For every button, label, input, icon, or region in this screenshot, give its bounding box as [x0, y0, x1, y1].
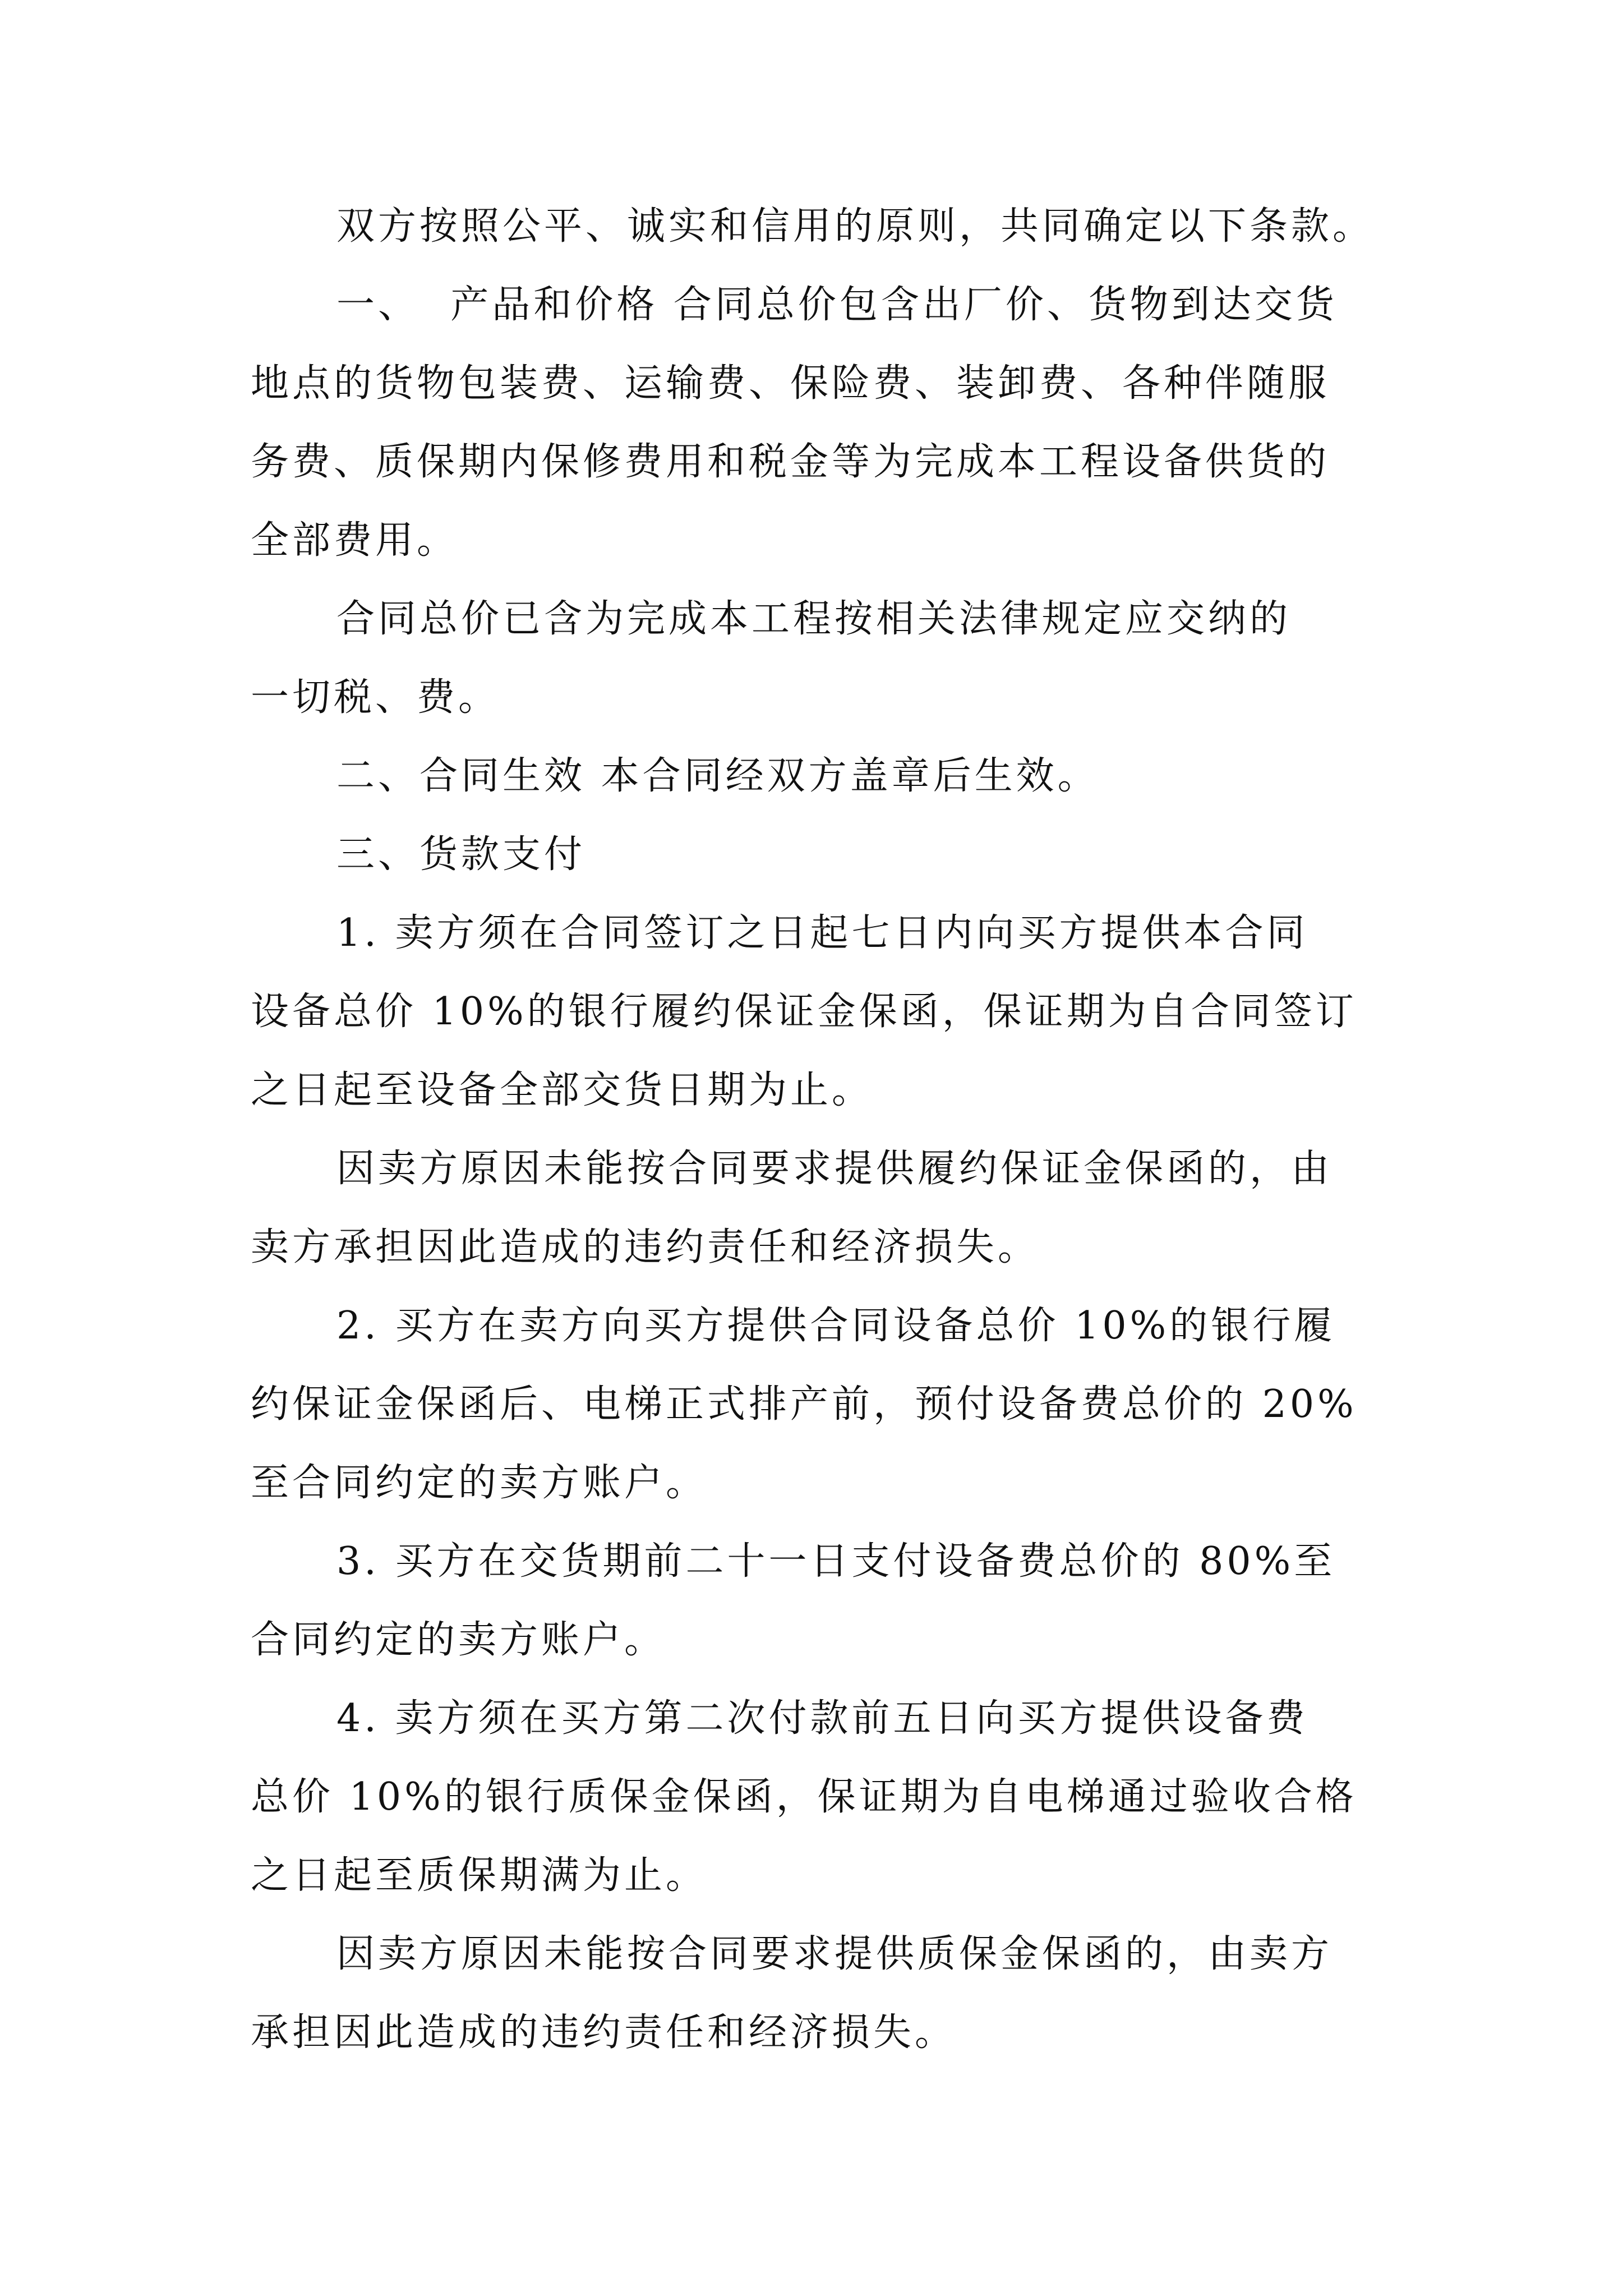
list-item-line: 之日起至设备全部交货日期为止。 — [251, 1068, 874, 1112]
list-item-line: 之日起至质保期满为止。 — [251, 1853, 708, 1898]
section-heading-line: 三、货款支付 — [336, 832, 586, 877]
paragraph-line: 合同总价已含为完成本工程按相关法律规定应交纳的 — [336, 597, 1292, 641]
list-item-line: 4. 卖方须在买方第二次付款前五日向买方提供设备费 — [336, 1696, 1308, 1741]
paragraph-line: 因卖方原因未能按合同要求提供履约保证金保函的，由 — [336, 1147, 1333, 1191]
paragraph-line: 全部费用。 — [251, 518, 459, 563]
list-item-line: 设备总价 10%的银行履约保证金保函，保证期为自合同签订 — [251, 990, 1357, 1034]
list-item-line: 1. 卖方须在合同签订之日起七日内向买方提供本合同 — [336, 911, 1308, 955]
paragraph-line: 地点的货物包装费、运输费、保险费、装卸费、各种伴随服 — [251, 361, 1330, 406]
list-item-line: 至合同约定的卖方账户。 — [251, 1461, 708, 1505]
list-item-line: 3. 买方在交货期前二十一日支付设备费总价的 80%至 — [336, 1539, 1336, 1584]
paragraph-line: 因卖方原因未能按合同要求提供质保金保函的，由卖方 — [336, 1932, 1333, 1976]
paragraph-line: 承担因此造成的违约责任和经济损失。 — [251, 2010, 957, 2055]
paragraph-line: 双方按照公平、诚实和信用的原则，共同确定以下条款。 — [336, 204, 1375, 249]
list-item-line: 约保证金保函后、电梯正式排产前，预付设备费总价的 20% — [251, 1382, 1357, 1427]
paragraph-line: 卖方承担因此造成的违约责任和经济损失。 — [251, 1225, 1040, 1269]
paragraph-line: 务费、质保期内保修费用和税金等为完成本工程设备供货的 — [251, 440, 1330, 484]
list-item-line: 2. 买方在卖方向买方提供合同设备总价 10%的银行履 — [336, 1304, 1336, 1348]
list-item-line: 总价 10%的银行质保金保函，保证期为自电梯通过验收合格 — [251, 1775, 1357, 1819]
paragraph-line: 一切税、费。 — [251, 675, 500, 720]
section-heading-line: 一、 产品和价格 合同总价包含出厂价、货物到达交货 — [336, 283, 1338, 327]
list-item-line: 合同约定的卖方账户。 — [251, 1618, 666, 1662]
section-heading-line: 二、合同生效 本合同经双方盖章后生效。 — [336, 754, 1099, 798]
